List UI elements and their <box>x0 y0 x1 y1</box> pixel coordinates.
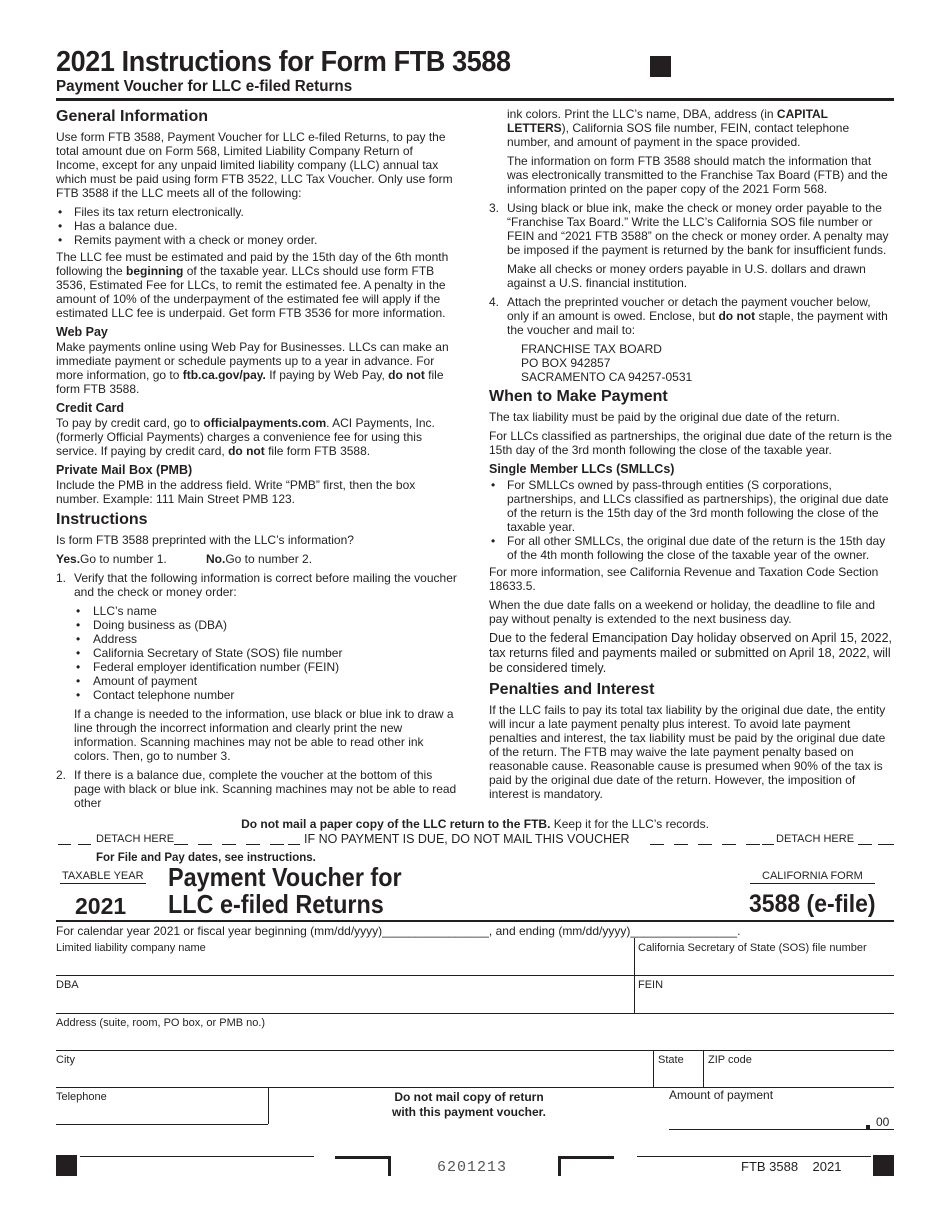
voucher-title <box>168 864 402 918</box>
taxable-year-label: TAXABLE YEAR <box>62 870 144 882</box>
dash <box>58 844 71 845</box>
text-run: Make payments online using Web Pay for Businesses. LLCs can make an immediate payment or schedule payments up to a year in advance. For more information, go to <box>56 340 449 382</box>
notice-line: Do not mail copy of return <box>394 1090 544 1104</box>
step-2 <box>56 768 458 810</box>
amount-of-payment-label: Amount of payment <box>669 1088 774 1102</box>
bold-text: Do not mail a paper copy of the LLC return to the FTB. <box>241 817 551 831</box>
header-divider <box>56 98 894 101</box>
notice-line: with this payment voucher. <box>391 1105 547 1119</box>
text-run: staple, the payment with the voucher and mail to: <box>507 309 888 337</box>
credit-card-paragraph <box>56 416 458 458</box>
dash <box>246 844 260 845</box>
text-run: To pay by credit card, go to <box>56 416 204 430</box>
text-run: ), California SOS file number, FEIN, contact telephone number, and amount of payment in the space provided. <box>507 121 850 149</box>
step-number: 2. <box>56 768 67 782</box>
dash <box>222 844 236 845</box>
when-to-make-payment-heading: When to Make Payment <box>489 388 668 405</box>
sos-file-number-label: California Secretary of State (SOS) file number <box>638 942 867 954</box>
scan-guide-line <box>637 1156 871 1157</box>
list-item: • LLC’s name <box>74 604 458 618</box>
list-item: • Federal employer identification number (FEIN) <box>74 660 458 674</box>
text-run: of the taxable year. LLCs should use form FTB 3536, Estimated Fee for LLCs, to remit the estimated fee. A penalty in the amount of 10% of the underpayment of the estimated fee will apply if the estimated LLC fee is underpaid. Get form FTB 3536 for more information. <box>56 264 446 320</box>
text-run: file form FTB 3588. <box>264 444 371 458</box>
official-payments-link[interactable]: officialpayments.com <box>203 416 327 430</box>
dash <box>746 844 760 845</box>
voucher-divider <box>56 920 894 922</box>
mailing-address <box>489 342 893 384</box>
dash <box>674 844 688 845</box>
step-4 <box>489 295 893 337</box>
list-item: • California Secretary of State (SOS) file number <box>74 646 458 660</box>
dash <box>650 844 664 845</box>
address-field[interactable] <box>56 1050 894 1051</box>
emancipation-day-paragraph: Due to the federal Emancipation Day holiday observed on April 15, 2022, tax returns filed and payments mailed or submitted on April 18, 2022, will be considered timely. <box>489 631 893 675</box>
bold-text: CAPITAL LETTERS <box>507 107 828 135</box>
dash <box>288 844 300 845</box>
voucher-title-line: LLC e-filed Returns <box>168 889 384 919</box>
step-text: Verify that the following information is correct before mailing the voucher and the check or money order: <box>74 571 457 599</box>
scan-registration-mark <box>650 56 671 77</box>
address-line: FRANCHISE TAX BOARD <box>521 342 662 356</box>
document-subtitle: Payment Voucher for LLC e-filed Returns <box>56 78 353 95</box>
text-run: Go to number 1. <box>80 552 167 566</box>
form-number: 3588 (e-file) <box>749 890 876 918</box>
right-column <box>489 107 893 806</box>
credit-card-heading: Credit Card <box>56 401 125 415</box>
web-pay-heading: Web Pay <box>56 325 108 339</box>
telephone-field[interactable] <box>56 1124 268 1125</box>
text-run: Attach the preprinted voucher or detach the payment voucher below, only if an amount is owed. Enclose, but <box>507 295 871 323</box>
smllc-list <box>489 478 893 562</box>
yes-label: Yes. <box>56 552 81 566</box>
pmb-paragraph: Include the PMB in the address field. Write “PMB” first, then the box number. Example: 111 Main Street PMB 123. <box>56 478 416 506</box>
list-item: • Contact telephone number <box>74 688 458 702</box>
detach-here-left: DETACH HERE <box>96 833 175 845</box>
address-label: Address (suite, room, PO box, or PMB no.) <box>56 1017 266 1029</box>
list-item: • For SMLLCs owned by pass-through entities (S corporations, partnerships, and LLCs classified as partnerships), the original due date of the return is the 15th day of the 3rd month following the close of the taxable year. <box>489 478 893 534</box>
preprinted-question: Is form FTB 3588 preprinted with the LLC’s information? <box>56 533 354 547</box>
step-1-note: If a change is needed to the information, use black or blue ink to draw a line through the incorrect information and clearly print the new information. Scanning machines may not be able to read other ink colors. Then, go to number 3. <box>74 707 454 763</box>
state-label: State <box>658 1054 684 1066</box>
yes-option <box>56 552 206 566</box>
text-run: Keep it for the LLC’s records. <box>550 817 709 831</box>
text-run: If paying by Web Pay, <box>265 368 389 382</box>
scan-bracket-right <box>558 1156 614 1176</box>
scan-code: 6201213 <box>437 1159 508 1176</box>
yes-no-options <box>56 552 458 566</box>
dash <box>858 844 872 845</box>
fein-label: FEIN <box>638 979 664 991</box>
llc-name-label: Limited liability company name <box>56 942 206 954</box>
step-1 <box>56 571 458 599</box>
text-run: . ACI Payments, Inc. (formerly Official Payments) charges a convenience fee for using this service. If paying by credit card, <box>56 416 435 458</box>
verify-list <box>74 604 458 702</box>
list-item: • Has a balance due. <box>56 219 458 233</box>
voucher-title-line: Payment Voucher for <box>168 862 402 892</box>
general-information-heading: General Information <box>56 108 209 125</box>
requirements-list <box>56 205 458 247</box>
dba-label: DBA <box>56 979 79 991</box>
dash <box>722 844 736 845</box>
city-label: City <box>56 1054 75 1066</box>
do-not-mail-notice <box>0 817 950 831</box>
llc-name-field[interactable] <box>56 975 894 976</box>
step-2-note: The information on form FTB 3588 should match the information that was electronically transmitted to the Franchise Tax Board (FTB) and the information printed on the paper copy of the 2021 Form 568. <box>507 154 888 196</box>
penalties-heading: Penalties and Interest <box>489 681 655 698</box>
voucher-year: 2021 <box>75 893 127 919</box>
step-number: 1. <box>56 571 67 585</box>
when-paragraph: For LLCs classified as partnerships, the original due date of the return is the 15th day of the 3rd month following the close of the taxable year. <box>489 429 892 457</box>
no-payment-notice: IF NO PAYMENT IS DUE, DO NOT MAIL THIS VOUCHER <box>304 832 630 846</box>
left-column <box>56 105 458 815</box>
detach-line <box>56 833 896 849</box>
footer-form-id: FTB 3588 2021 <box>741 1159 842 1174</box>
field-divider <box>634 938 635 1014</box>
no-mail-copy-notice <box>380 1090 558 1120</box>
no-label: No. <box>206 552 226 566</box>
dash <box>270 844 284 845</box>
bold-text: do not <box>228 444 265 458</box>
step-3-note: Make all checks or money orders payable in U.S. dollars and drawn against a U.S. financial institution. <box>507 262 866 290</box>
list-item: • Amount of payment <box>74 674 458 688</box>
step-3 <box>489 201 893 257</box>
penalties-paragraph: If the LLC fails to pay its total tax liability by the original due date, the entity will incur a late payment penalty plus interest. To avoid late payment penalties and interest, the tax liability must be paid by the original due date of the return. The FTB may waive the late payment penalty based on reasonable cause. Reasonable cause is presumed when 90% of the tax is paid by the original due date of the return. However, the imposition of interest is mandatory. <box>489 703 886 801</box>
smllc-heading: Single Member LLCs (SMLLCs) <box>489 462 675 476</box>
when-paragraph: For more information, see California Revenue and Taxation Code Section 18633.5. <box>489 565 879 593</box>
dash <box>174 844 188 845</box>
scan-registration-mark <box>56 1155 77 1176</box>
text-run: Go to number 2. <box>225 552 313 566</box>
field-divider <box>653 1050 654 1087</box>
dash <box>198 844 212 845</box>
text-run: ink colors. Print the LLC’s name, DBA, address (in <box>507 107 777 121</box>
amount-cents: 00 <box>876 1115 890 1129</box>
general-intro: Use form FTB 3588, Payment Voucher for LLC e-filed Returns, to pay the total amount due on Form 568, Limited Liability Company Return of Income, except for any unpaid limited liability company (LLC) annual tax which must be paid using form FTB 3522, LLC Tax Voucher. Only use form FTB 3588 if the LLC meets all of the following: <box>56 130 453 200</box>
california-form-label: CALIFORNIA FORM <box>750 870 875 884</box>
when-paragraph: The tax liability must be paid by the original due date of the return. <box>489 410 840 424</box>
web-pay-paragraph <box>56 340 458 396</box>
document-title: 2021 Instructions for Form FTB 3588 <box>56 46 511 78</box>
text-run: file form FTB 3588. <box>56 368 444 396</box>
dash <box>762 844 774 845</box>
no-option <box>206 552 312 566</box>
telephone-label: Telephone <box>56 1091 107 1103</box>
when-paragraph: When the due date falls on a weekend or holiday, the deadline to file and pay without penalty is extended to the next business day. <box>489 598 876 626</box>
file-and-pay-note: For File and Pay dates, see instructions. <box>96 852 316 864</box>
scan-bracket-left <box>335 1156 391 1176</box>
list-item: • Address <box>74 632 458 646</box>
web-pay-link[interactable]: ftb.ca.gov/pay. <box>182 368 266 382</box>
bold-text: do not <box>388 368 425 382</box>
detach-here-right: DETACH HERE <box>776 833 855 845</box>
field-divider <box>703 1050 704 1087</box>
step-number: 3. <box>489 201 500 215</box>
list-item: • Remits payment with a check or money order. <box>56 233 458 247</box>
address-line: PO BOX 942857 <box>521 356 611 370</box>
step-number: 4. <box>489 295 500 309</box>
list-item: • For all other SMLLCs, the original due date of the return is the 15th day of the 4th month following the close of the taxable year of the owner. <box>489 534 893 562</box>
step-text: If there is a balance due, complete the voucher at the bottom of this page with black or blue ink. Scanning machines may not be able to read other <box>74 768 457 810</box>
fiscal-year-line[interactable]: For calendar year 2021 or fiscal year beginning (mm/dd/yyyy)________________, and ending (mm/dd/yyyy)________________. <box>56 924 741 938</box>
scan-registration-mark <box>873 1155 894 1176</box>
dba-field[interactable] <box>56 1013 894 1014</box>
decimal-point <box>866 1125 870 1129</box>
dash <box>78 844 91 845</box>
dash <box>698 844 712 845</box>
amount-of-payment-field[interactable] <box>669 1129 894 1130</box>
list-item: • Files its tax return electronically. <box>56 205 458 219</box>
zip-code-label: ZIP code <box>708 1054 752 1066</box>
field-divider <box>268 1087 269 1124</box>
list-item: • Doing business as (DBA) <box>74 618 458 632</box>
pmb-heading: Private Mail Box (PMB) <box>56 463 193 477</box>
scan-guide-line <box>80 1156 314 1157</box>
llc-fee-paragraph <box>56 250 458 320</box>
bold-text: beginning <box>126 264 184 278</box>
text-run: The LLC fee must be estimated and paid by the 15th day of the 6th month following the <box>56 250 449 278</box>
address-line: SACRAMENTO CA 94257-0531 <box>521 370 693 384</box>
step-text: Using black or blue ink, make the check or money order payable to the “Franchise Tax Board.” Write the LLC’s California SOS file number or FEIN and “2021 FTB 3588” on the check or money order. A penalty may be imposed if the payment is returned by the bank for insufficient funds. <box>507 201 889 257</box>
bold-text: do not <box>718 309 756 323</box>
dash <box>878 844 894 845</box>
step-2-continued <box>489 107 893 149</box>
instructions-heading: Instructions <box>56 511 148 528</box>
